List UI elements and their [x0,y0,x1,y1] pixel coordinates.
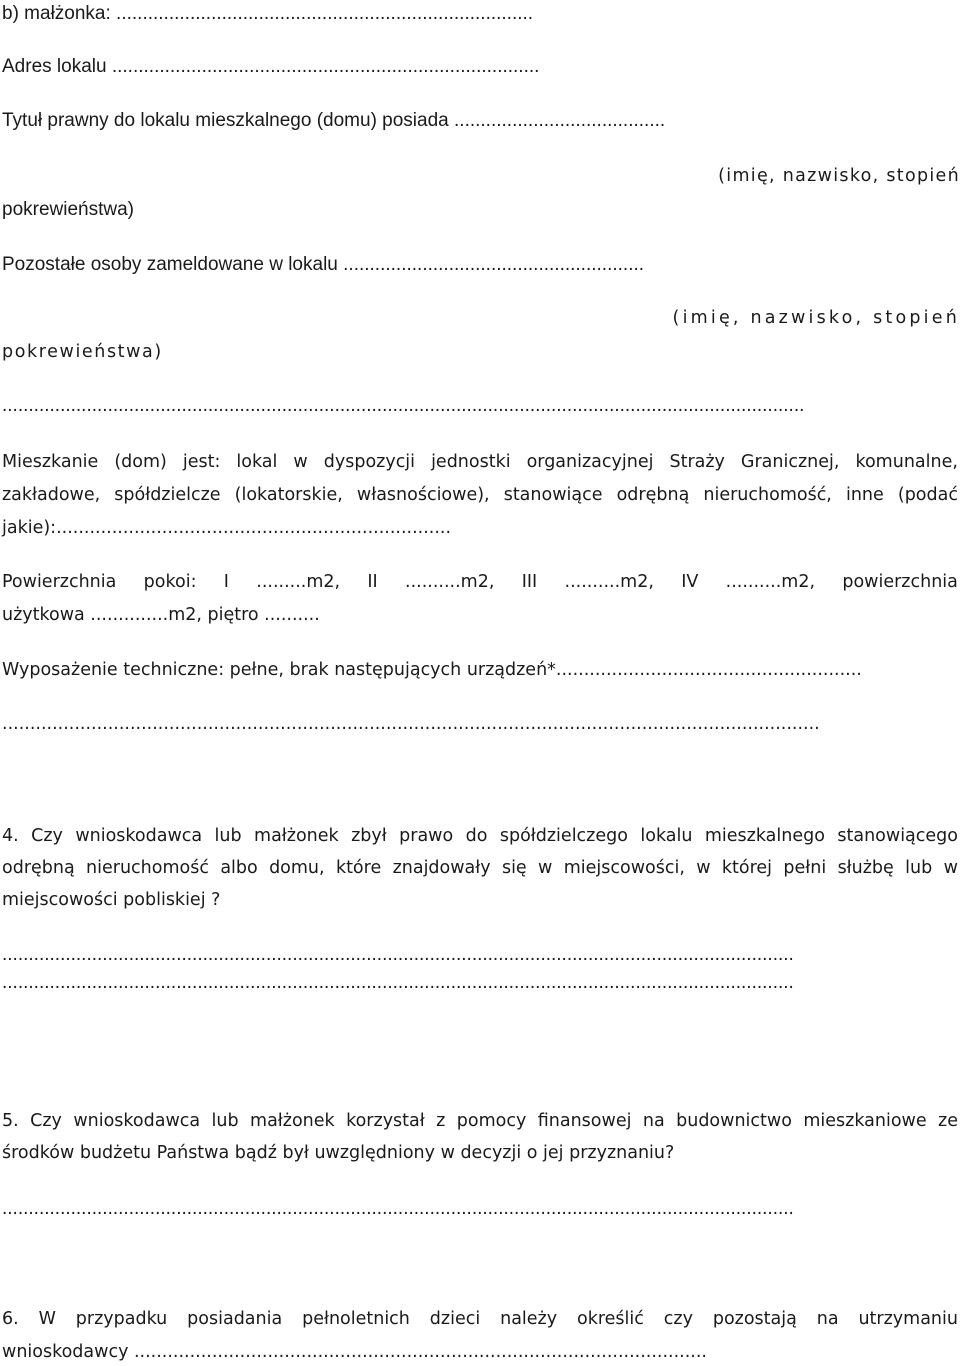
word: mieszkalnego [704,826,825,846]
word: pomocy [456,1111,527,1131]
word: prawo [399,826,454,846]
residents-hint-left: pokrewieństwa) [2,342,163,362]
word: należy [500,1309,558,1329]
question-4-line-1 [2,825,958,847]
word: w [538,858,553,878]
word: Straży [669,452,725,472]
dwelling-type-line-3: jakie):....................................................................... [2,518,452,538]
word: (podać [897,485,958,505]
other-residents-field-line: Pozostałe osoby zameldowane w lokalu ......................................................... [2,254,645,275]
name-hint-right: (imię, nazwisko, stopień [718,166,960,186]
word: jest: [182,452,221,472]
word: przypadku [75,1309,168,1329]
word: w [696,858,711,878]
word: posiadania [187,1309,283,1329]
question-5-line-2: środków budżetu Państwa bądź był uwzględniony w decyzji o jej przyznaniu? [2,1143,675,1163]
word: inne [845,485,884,505]
word: III [521,572,538,592]
word: małżonek [250,1111,335,1131]
word: I [223,572,229,592]
dwelling-type-line-2 [2,484,958,506]
name-hint-left: pokrewieństwa) [2,199,134,220]
word: powierzchnia [842,572,958,592]
word: 6. [2,1309,19,1329]
word: organizacyjnej [526,452,654,472]
blank-line-1: ........................................................................................................................................................ [2,395,805,416]
residents-hint-right: (imię, nazwisko, stopień [672,308,960,328]
word: dzieci [429,1309,481,1329]
word: lokalu [640,826,693,846]
word: Czy [30,1111,62,1131]
blank-line-4: ...................................................................................................................................................... [2,972,794,993]
word: domu, [269,858,325,878]
room-area-line-2: użytkowa ..............m2, piętro .......... [2,605,320,625]
word: jednostki [431,452,511,472]
word: albo [220,858,258,878]
blank-line-5: ...................................................................................................................................................... [2,1198,794,1219]
word: Granicznej, [740,452,840,472]
word: dyspozycji [323,452,416,472]
word: IV [681,572,699,592]
word: budownictwo [676,1111,792,1131]
word: utrzymaniu [858,1309,958,1329]
spouse-field-line: b) małżonka: ............................................................................... [2,3,534,24]
word: odrębną [616,485,690,505]
word: ze [938,1111,958,1131]
word: ..........m2, [564,572,654,592]
word: małżonek [254,826,339,846]
word: miejscowości, [563,858,685,878]
word: Powierzchnia [2,572,117,592]
question-6-line-2: wnioskodawcy ....................................................................................................... [2,1342,707,1362]
word: stanowiące [503,485,603,505]
word: zbył [351,826,387,846]
word: wnioskodawca [73,1111,201,1131]
word: której [721,858,773,878]
room-area-line-1 [2,571,958,593]
word: finansowej [537,1111,632,1131]
question-5-line-1 [2,1110,958,1132]
word: lub [211,1111,239,1131]
question-4-line-2 [2,857,958,879]
question-6-line-1 [2,1308,958,1330]
word: zakładowe, [2,485,101,505]
word: nieruchomość, [703,485,832,505]
word: własnościowe), [356,485,490,505]
word: nieruchomość [86,858,209,878]
word: do [465,826,488,846]
word: służbę [837,858,894,878]
question-4-line-3: miejscowości pobliskiej ? [2,890,221,910]
word: określić [577,1309,644,1329]
blank-line-3: ...................................................................................................................................................... [2,944,794,965]
word: W [38,1309,56,1329]
word: w [943,858,958,878]
word: pokoi: [143,572,197,592]
word: 4. [2,826,19,846]
word: które [335,858,382,878]
word: w [293,452,308,472]
word: pozostają [712,1309,797,1329]
word: II [367,572,378,592]
word: lub [905,858,933,878]
word: (lokatorskie, [234,485,343,505]
word: ..........m2, [725,572,816,592]
word: znajdowały [392,858,491,878]
word: (dom) [114,452,167,472]
blank-line-2: ................................................................................................................................................... [2,714,820,734]
word: wnioskodawca [75,826,203,846]
word: z [436,1111,446,1131]
word: mieszkaniowe [803,1111,927,1131]
address-field-line: Adres lokalu ................................................................................. [2,56,540,77]
word: komunalne, [855,452,958,472]
word: korzystał [346,1111,425,1131]
word: stanowiącego [837,826,958,846]
dwelling-type-line-1 [2,451,958,473]
word: spółdzielczego [499,826,628,846]
word: ..........m2, [405,572,495,592]
word: spółdzielcze [114,485,221,505]
word: Mieszkanie [2,452,99,472]
word: pełni [783,858,827,878]
word: odrębną [2,858,75,878]
equipment-line: Wyposażenie techniczne: pełne, brak następujących urządzeń*....................................................... [2,660,862,680]
word: 5. [2,1111,19,1131]
word: się [501,858,527,878]
word: lub [214,826,242,846]
word: .........m2, [256,572,341,592]
word: pełnoletnich [302,1309,410,1329]
word: na [642,1111,665,1131]
word: lokal [236,452,278,472]
word: czy [663,1309,693,1329]
word: Czy [31,826,63,846]
legal-title-field-line: Tytuł prawny do lokalu mieszkalnego (domu) posiada ........................................ [2,110,666,131]
word: na [816,1309,839,1329]
